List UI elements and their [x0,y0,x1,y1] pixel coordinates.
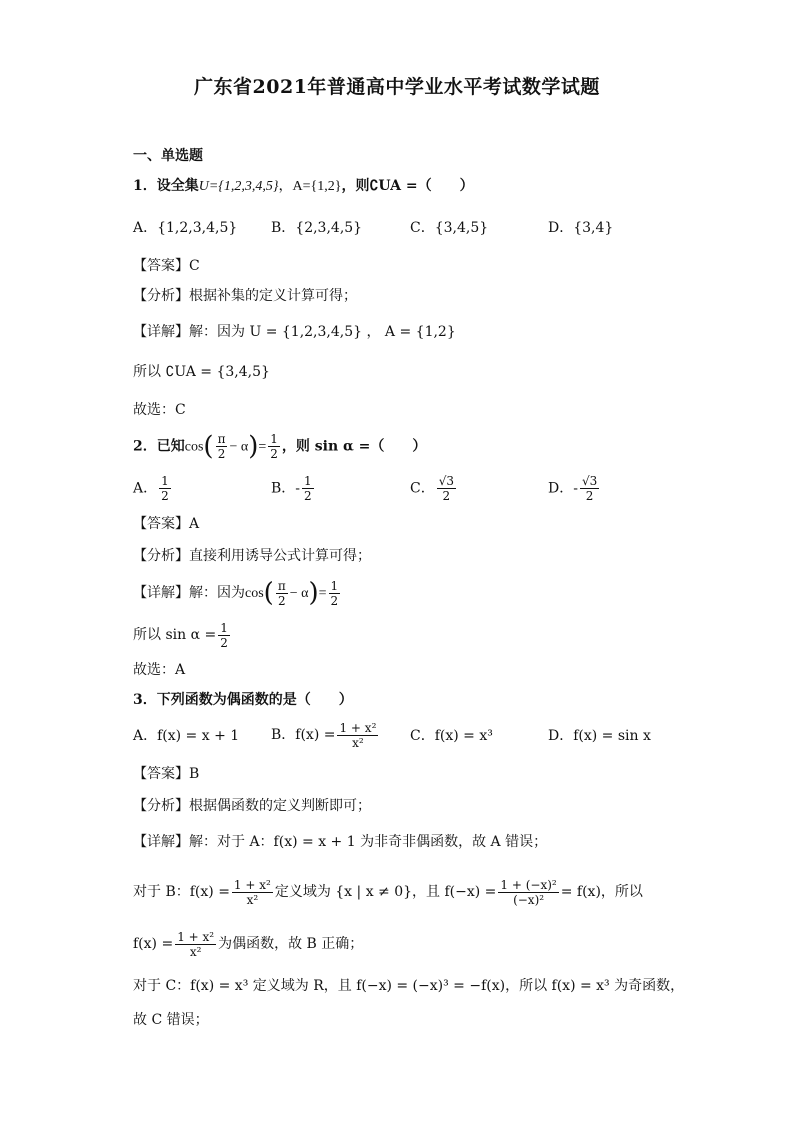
q3-detail: 【详解】解：对于 A：f(x) = x + 1 为非奇非偶函数，故 A 错误； [133,834,548,850]
q2-answer: 【答案】A [133,516,200,532]
q3-case-c-conclusion: 故 C 错误； [133,1012,209,1028]
page-title: 广东省2021年普通高中学业水平考试数学试题 [194,76,600,98]
q1-option-c: C．{3,4,5} [410,220,489,236]
q3-option-b: B．f(x) = $\frac{\text{1 + x²}}{\text{x²}}$ [271,720,377,750]
q2-option-a: A． $\frac{1}{2}$ [133,474,169,503]
q3-analysis: 【分析】根据偶函数的定义判断即可； [133,798,371,814]
q2-analysis: 【分析】直接利用诱导公式计算可得； [133,548,371,564]
question-3-stem: 3．下列函数为偶函数的是（ ） [133,692,353,708]
q3-option-d: D．f(x) = sin x [548,728,651,744]
q3-case-b: 对于 B：f(x) = $\frac{\text{1 + x²}}{\text{x²}}$ 定义域为 {x | x ≠ 0}，且 f(−x) = $\frac{\text{1 + (−x)²}}{\text{(−x)²}}$ = f(x)，所以 [133,877,643,907]
q1-choice: 故选：C [133,402,186,418]
question-2-stem: 2．已知cos( $\frac{\pi}{2}$ − α)= $\frac{1}{2}$ ，则 sin α =（ ） [133,431,427,462]
q3-option-a: A．f(x) = x + 1 [133,728,240,744]
q1-answer: 【答案】C [133,258,200,274]
q1-analysis: 【分析】根据补集的定义计算可得； [133,288,357,304]
q3-case-c: 对于 C：f(x) = x³ 定义域为 R，且 f(−x) = (−x)³ = −f(x)，所以 f(x) = x³ 为奇函数， [133,978,685,994]
q3-case-b-conclusion: f(x) = $\frac{\text{1 + x²}}{\text{x²}}$ 为偶函数，故 B 正确； [133,929,364,959]
q1-option-b: B．{2,3,4,5} [271,220,363,236]
q2-option-d: D．- $\frac{√3}{2}$ [548,474,598,503]
q1-option-a: A．{1,2,3,4,5} [133,220,238,236]
q1-conclusion: 所以 ∁UA = {3,4,5} [133,364,270,380]
q1-option-d: D．{3,4} [548,220,614,236]
q2-option-b: B．- $\frac{1}{2}$ [271,474,312,503]
q2-conclusion: 所以 sin α = $\frac{1}{2}$ [133,620,228,650]
question-1-stem: 1．设全集U={1,2,3,4,5}，A={1,2}，则∁UA =（ ） [133,178,474,194]
q2-choice: 故选：A [133,662,186,678]
q2-option-c: C． $\frac{√3}{2}$ [410,474,454,503]
q2-detail: 【详解】解：因为cos( $\frac{\pi}{2}$ − α)= $\frac{1}{2}$ [133,578,339,608]
half-fraction: $\frac{1}{2}$ [270,432,278,461]
q3-answer: 【答案】B [133,766,200,782]
q3-option-c: C．f(x) = x³ [410,728,493,744]
pi-over-2-fraction: $\frac{\pi}{2}$ [217,432,226,461]
q1-detail: 【详解】解：因为 U = {1,2,3,4,5} ， A = {1,2} [133,324,456,340]
section-heading: 一、单选题 [133,148,203,164]
